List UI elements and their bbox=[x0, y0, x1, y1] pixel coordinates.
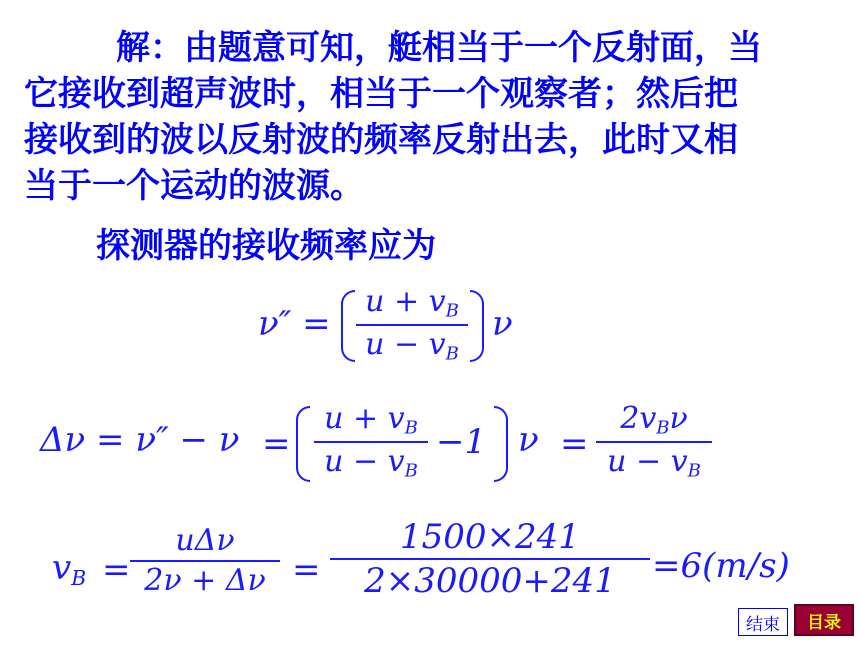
eq2-result-numerator: 2v bbox=[620, 401, 657, 436]
eq3-lhs-sub: B bbox=[71, 566, 87, 591]
eq3-result: =6(m/s) bbox=[652, 546, 790, 586]
eq2-result-num-sub: B bbox=[656, 417, 670, 439]
eq1-right-paren bbox=[470, 290, 484, 362]
solution-line-3: 接收到的波以反射波的频率反射出去，此时又相 bbox=[24, 120, 738, 160]
eq1-fraction bbox=[356, 284, 468, 365]
solution-line-1: 解：由题意可知，艇相当于一个反射面，当 bbox=[116, 28, 762, 68]
end-button[interactable]: 结束 bbox=[738, 608, 788, 636]
eq3-numeric-fraction bbox=[330, 517, 650, 601]
eq1-lhs: ν″ = bbox=[258, 304, 331, 344]
eq2-denominator: u − v bbox=[324, 444, 405, 480]
eq2-equals: = bbox=[262, 424, 291, 464]
eq2-minus-one: −1 bbox=[436, 422, 487, 462]
eq2-left-paren bbox=[296, 406, 310, 482]
eq1-denominator: u − v bbox=[365, 327, 446, 363]
eq2-equals-2: = bbox=[560, 424, 589, 464]
eq2-result-den-sub: B bbox=[687, 460, 701, 482]
eq1-den-sub: B bbox=[445, 343, 459, 365]
eq3-numerator: uΔν bbox=[175, 523, 235, 558]
eq1-fraction-bar bbox=[356, 324, 468, 326]
eq3-numeric-bar bbox=[330, 558, 650, 560]
eq1-numerator: u + v bbox=[365, 284, 446, 319]
eq2-fraction bbox=[314, 401, 428, 482]
eq2-fraction-bar bbox=[314, 441, 428, 443]
eq2-result-denominator: u − v bbox=[607, 444, 688, 480]
eq3-lhs bbox=[52, 548, 86, 590]
eq3-equals: = bbox=[102, 550, 131, 590]
eq3-numeric-denominator: 2×30000+241 bbox=[364, 561, 616, 601]
eq2-result-numerator-tail: ν bbox=[669, 401, 688, 436]
eq2-right-paren bbox=[494, 406, 508, 482]
eq1-left-paren bbox=[341, 290, 355, 362]
eq1-num-sub: B bbox=[445, 300, 459, 322]
eq3-numeric-numerator: 1500×241 bbox=[400, 517, 580, 557]
eq3-denominator: 2ν + Δν bbox=[144, 563, 266, 598]
detector-frequency-line: 探测器的接收频率应为 bbox=[96, 226, 436, 266]
eq2-lhs: Δν = ν″ − ν bbox=[40, 420, 240, 460]
eq3-equals-2: = bbox=[292, 550, 321, 590]
eq3-lhs-var: v bbox=[52, 548, 72, 588]
eq2-result-fraction bbox=[596, 401, 712, 482]
eq2-result-bar bbox=[596, 441, 712, 443]
eq2-numerator: u + v bbox=[324, 401, 405, 436]
solution-line-4: 当于一个运动的波源。 bbox=[24, 166, 364, 206]
eq3-fraction-bar bbox=[130, 560, 280, 562]
solution-line-2: 它接收到超声波时，相当于一个观察者；然后把 bbox=[24, 74, 738, 114]
eq2-den-sub: B bbox=[404, 460, 418, 482]
eq3-fraction bbox=[130, 523, 280, 598]
eq1-tail: ν bbox=[492, 304, 513, 344]
menu-button[interactable]: 目录 bbox=[794, 604, 854, 636]
eq2-num-sub: B bbox=[404, 417, 418, 439]
eq2-tail: ν bbox=[518, 420, 539, 460]
